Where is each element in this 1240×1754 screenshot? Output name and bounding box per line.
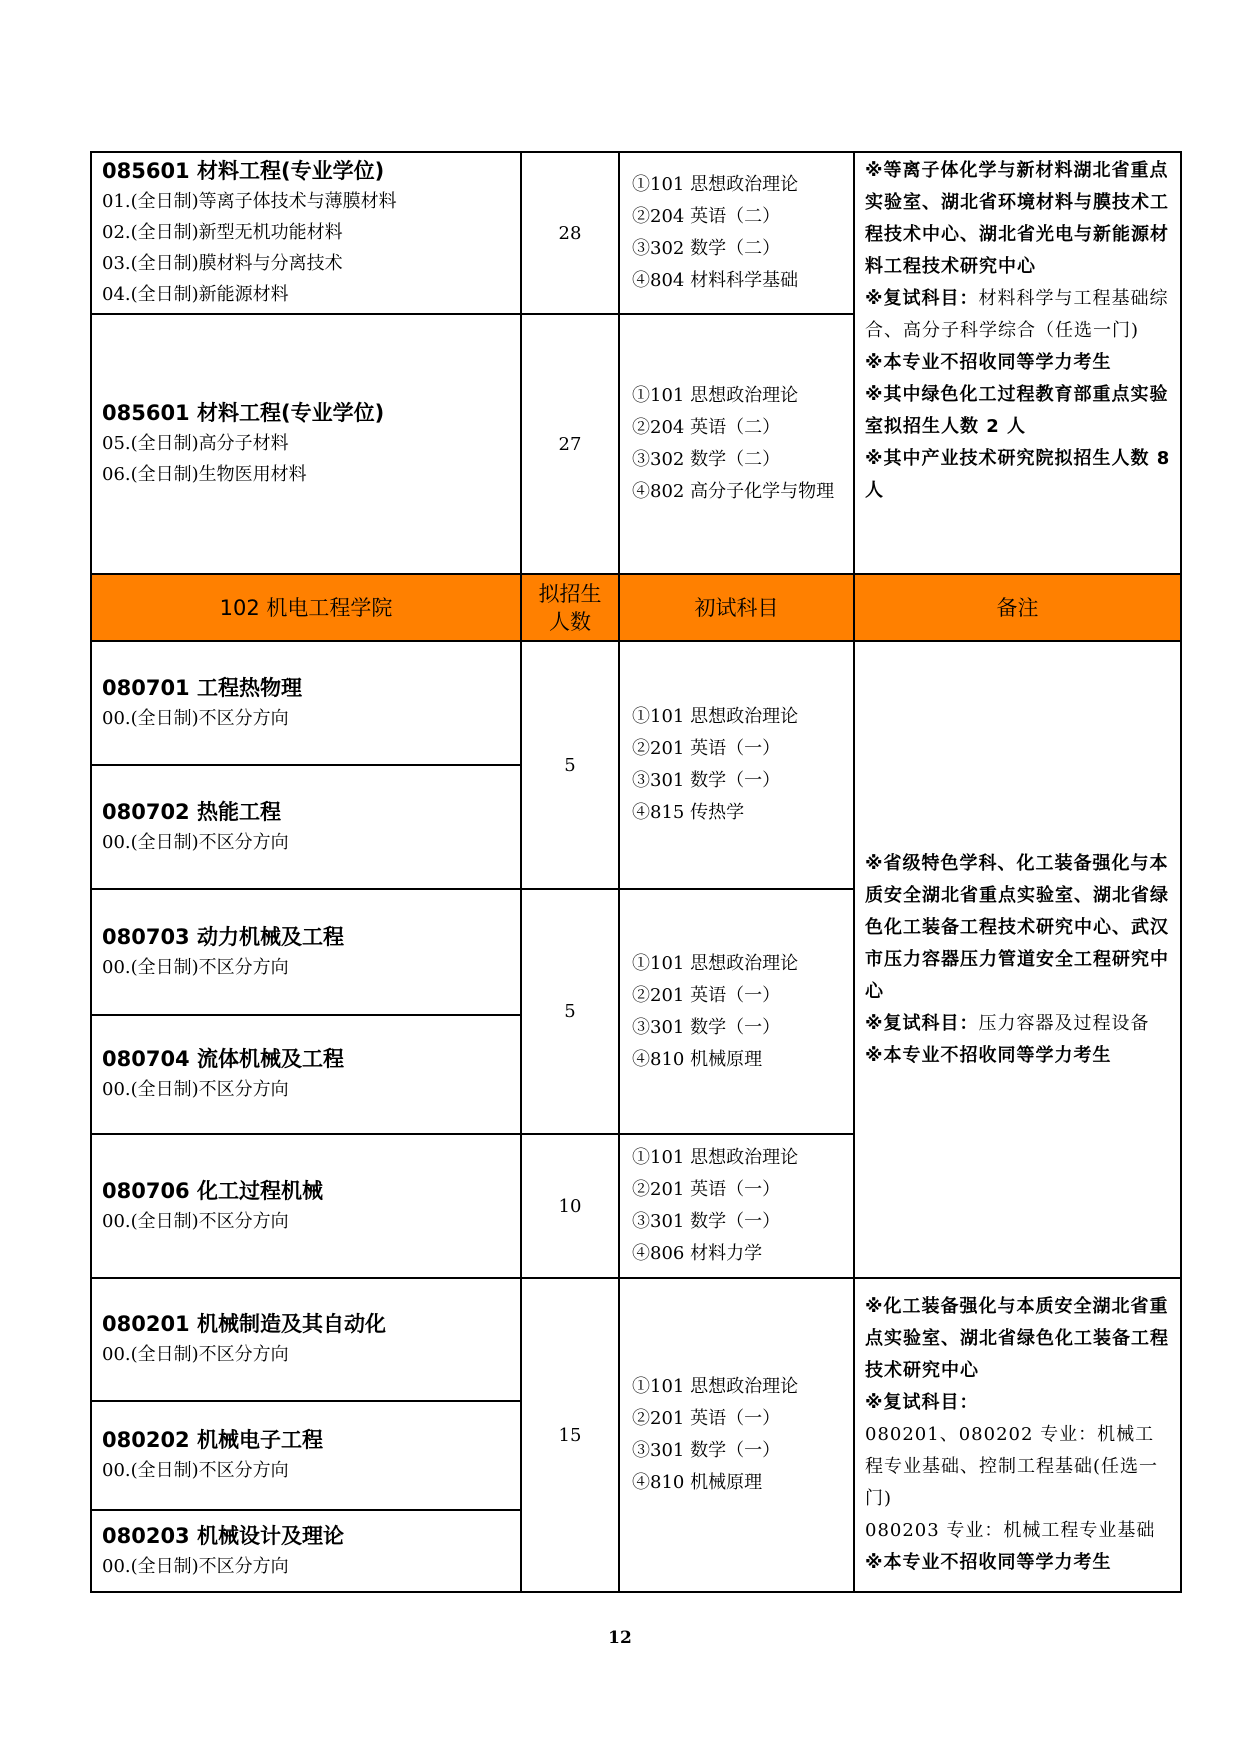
- subject-item: ④802 高分子化学与物理: [632, 481, 835, 502]
- remark-no-equivalent: ※本专业不招收同等学力考生: [865, 352, 1112, 373]
- remark-text: [865, 1291, 1172, 1579]
- direction-item: 00.(全日制)不区分方向: [102, 956, 289, 978]
- exam-subjects-cell: [620, 153, 855, 315]
- admissions-table: [90, 151, 1182, 1593]
- major-title: 080702 热能工程: [102, 799, 281, 824]
- major-cell: [92, 766, 522, 890]
- retest-label: ※复试科目：: [865, 1012, 979, 1034]
- enroll-count-cell: [522, 642, 620, 890]
- exam-subjects-cell: [620, 1135, 855, 1279]
- direction-item: 00.(全日制)不区分方向: [102, 831, 289, 853]
- subject-item: ②204 英语（二）: [632, 206, 781, 227]
- remarks-header: 备注: [996, 595, 1039, 620]
- enroll-count: 5: [564, 1001, 576, 1022]
- subject-item: ②204 英语（二）: [632, 417, 781, 438]
- enroll-count: 27: [558, 433, 582, 455]
- subject-item: ①101 思想政治理论: [632, 385, 799, 406]
- enroll-count-cell: [522, 153, 620, 315]
- major-title: 080201 机械制造及其自动化: [102, 1312, 386, 1336]
- exam-subjects-cell: [620, 642, 855, 890]
- major-cell: [92, 153, 522, 315]
- subject-item: ④810 机械原理: [632, 1048, 763, 1070]
- remark-lab-info: ※化工装备强化与本质安全湖北省重点实验室、湖北省绿色化工装备工程技术研究中心: [865, 1296, 1169, 1381]
- remark-no-equivalent: ※本专业不招收同等学力考生: [865, 1552, 1112, 1573]
- enroll-count: 10: [558, 1195, 582, 1217]
- major-title: 080704 流体机械及工程: [102, 1047, 344, 1071]
- subject-item: ④815 传热学: [632, 802, 745, 823]
- subject-item: ②201 英语（一）: [632, 738, 781, 759]
- subject-item: ③302 数学（二）: [632, 449, 781, 470]
- major-title: 085601 材料工程(专业学位): [102, 401, 385, 425]
- subject-item: ①101 思想政治理论: [632, 174, 799, 195]
- direction-item: 04.(全日制)新能源材料: [102, 284, 289, 305]
- major-title: 080701 工程热物理: [102, 675, 302, 700]
- direction-item: 00.(全日制)不区分方向: [102, 1460, 289, 1481]
- subject-item: ①101 思想政治理论: [632, 1376, 799, 1397]
- exam-subjects-cell: [620, 890, 855, 1135]
- subject-item: ③301 数学（一）: [632, 1016, 781, 1038]
- remark-text: [865, 155, 1172, 507]
- major-cell: [92, 642, 522, 766]
- retest-subjects-1: 080201、080202 专业：机械工程专业基础、控制工程基础(任选一门): [865, 1424, 1159, 1509]
- remarks-cell: [855, 642, 1182, 1279]
- major-cell: [92, 1511, 522, 1591]
- exam-subjects-header: 初试科目: [620, 575, 855, 640]
- retest-subjects: 压力容器及过程设备: [978, 1012, 1150, 1034]
- enroll-count-cell: [522, 315, 620, 575]
- subject-item: ④806 材料力学: [632, 1243, 763, 1264]
- major-cell: [92, 315, 522, 575]
- college-name: 102 机电工程学院: [92, 575, 522, 640]
- subject-item: ③301 数学（一）: [632, 1440, 781, 1461]
- subject-item: ②201 英语（一）: [632, 984, 781, 1006]
- direction-item: 00.(全日制)不区分方向: [102, 1079, 289, 1100]
- enroll-count: 5: [564, 754, 576, 776]
- major-cell: [92, 1135, 522, 1279]
- subject-item: ①101 思想政治理论: [632, 952, 799, 974]
- enroll-count: 15: [558, 1424, 582, 1446]
- retest-label: ※复试科目：: [865, 288, 979, 309]
- remark-lab-info: ※等离子体化学与新材料湖北省重点实验室、湖北省环境材料与膜技术工程技术中心、湖北省光电与新能源材料工程技术研究中心: [865, 160, 1169, 277]
- enroll-count-cell: [522, 1135, 620, 1279]
- subject-item: ③301 数学（一）: [632, 1211, 781, 1232]
- subject-item: ④810 机械原理: [632, 1472, 763, 1493]
- section-header: [92, 575, 1180, 642]
- exam-subjects-cell: [620, 315, 855, 575]
- subject-item: ①101 思想政治理论: [632, 1147, 799, 1168]
- remark-lab-info: ※省级特色学科、化工装备强化与本质安全湖北省重点实验室、湖北省绿色化工装备工程技术研究中心、武汉市压力容器压力管道安全工程研究中心: [865, 852, 1169, 1002]
- subject-item: ③302 数学（二）: [632, 238, 781, 259]
- major-title: 080202 机械电子工程: [102, 1428, 323, 1452]
- subject-item: ②201 英语（一）: [632, 1408, 781, 1429]
- remarks-cell: [855, 1279, 1182, 1591]
- direction-item: 05.(全日制)高分子材料: [102, 433, 289, 454]
- enroll-count-header: 拟招生人数: [522, 575, 620, 640]
- enroll-count-cell: [522, 1279, 620, 1591]
- direction-item: 03.(全日制)膜材料与分离技术: [102, 253, 343, 274]
- major-cell: [92, 1279, 522, 1402]
- remark-quota-2: ※其中产业技术研究院拟招生人数 8 人: [865, 448, 1171, 501]
- major-title: 080706 化工过程机械: [102, 1178, 323, 1203]
- major-cell: [92, 1016, 522, 1135]
- direction-item: 02.(全日制)新型无机功能材料: [102, 222, 343, 243]
- retest-subjects: 材料科学与工程基础综合、高分子科学综合（任选一门): [865, 288, 1169, 341]
- remark-quota-1: ※其中绿色化工过程教育部重点实验室拟招生人数 2 人: [865, 384, 1169, 437]
- exam-subjects-cell: [620, 1279, 855, 1591]
- remark-no-equivalent: ※本专业不招收同等学力考生: [865, 1044, 1112, 1066]
- direction-item: 00.(全日制)不区分方向: [102, 1210, 289, 1232]
- retest-label: ※复试科目：: [865, 1392, 979, 1413]
- subject-item: ④804 材料科学基础: [632, 270, 799, 291]
- enroll-count: 28: [558, 222, 582, 244]
- subject-item: ③301 数学（一）: [632, 770, 781, 791]
- direction-item: 00.(全日制)不区分方向: [102, 1555, 289, 1577]
- subject-item: ①101 思想政治理论: [632, 706, 799, 727]
- remarks-cell: [855, 153, 1182, 575]
- major-cell: [92, 1402, 522, 1511]
- direction-item: 06.(全日制)生物医用材料: [102, 464, 307, 485]
- direction-item: 00.(全日制)不区分方向: [102, 707, 289, 729]
- page-number: 12: [608, 1628, 632, 1648]
- enroll-count-cell: [522, 890, 620, 1135]
- major-title: 085601 材料工程(专业学位): [102, 159, 385, 183]
- direction-item: 01.(全日制)等离子体技术与薄膜材料: [102, 191, 397, 212]
- subject-item: ②201 英语（一）: [632, 1179, 781, 1200]
- major-title: 080703 动力机械及工程: [102, 924, 344, 949]
- major-cell: [92, 890, 522, 1016]
- direction-item: 00.(全日制)不区分方向: [102, 1344, 289, 1365]
- retest-subjects-2: 080203 专业：机械工程专业基础: [865, 1520, 1156, 1541]
- major-title: 080203 机械设计及理论: [102, 1523, 344, 1548]
- remark-text: [865, 848, 1172, 1072]
